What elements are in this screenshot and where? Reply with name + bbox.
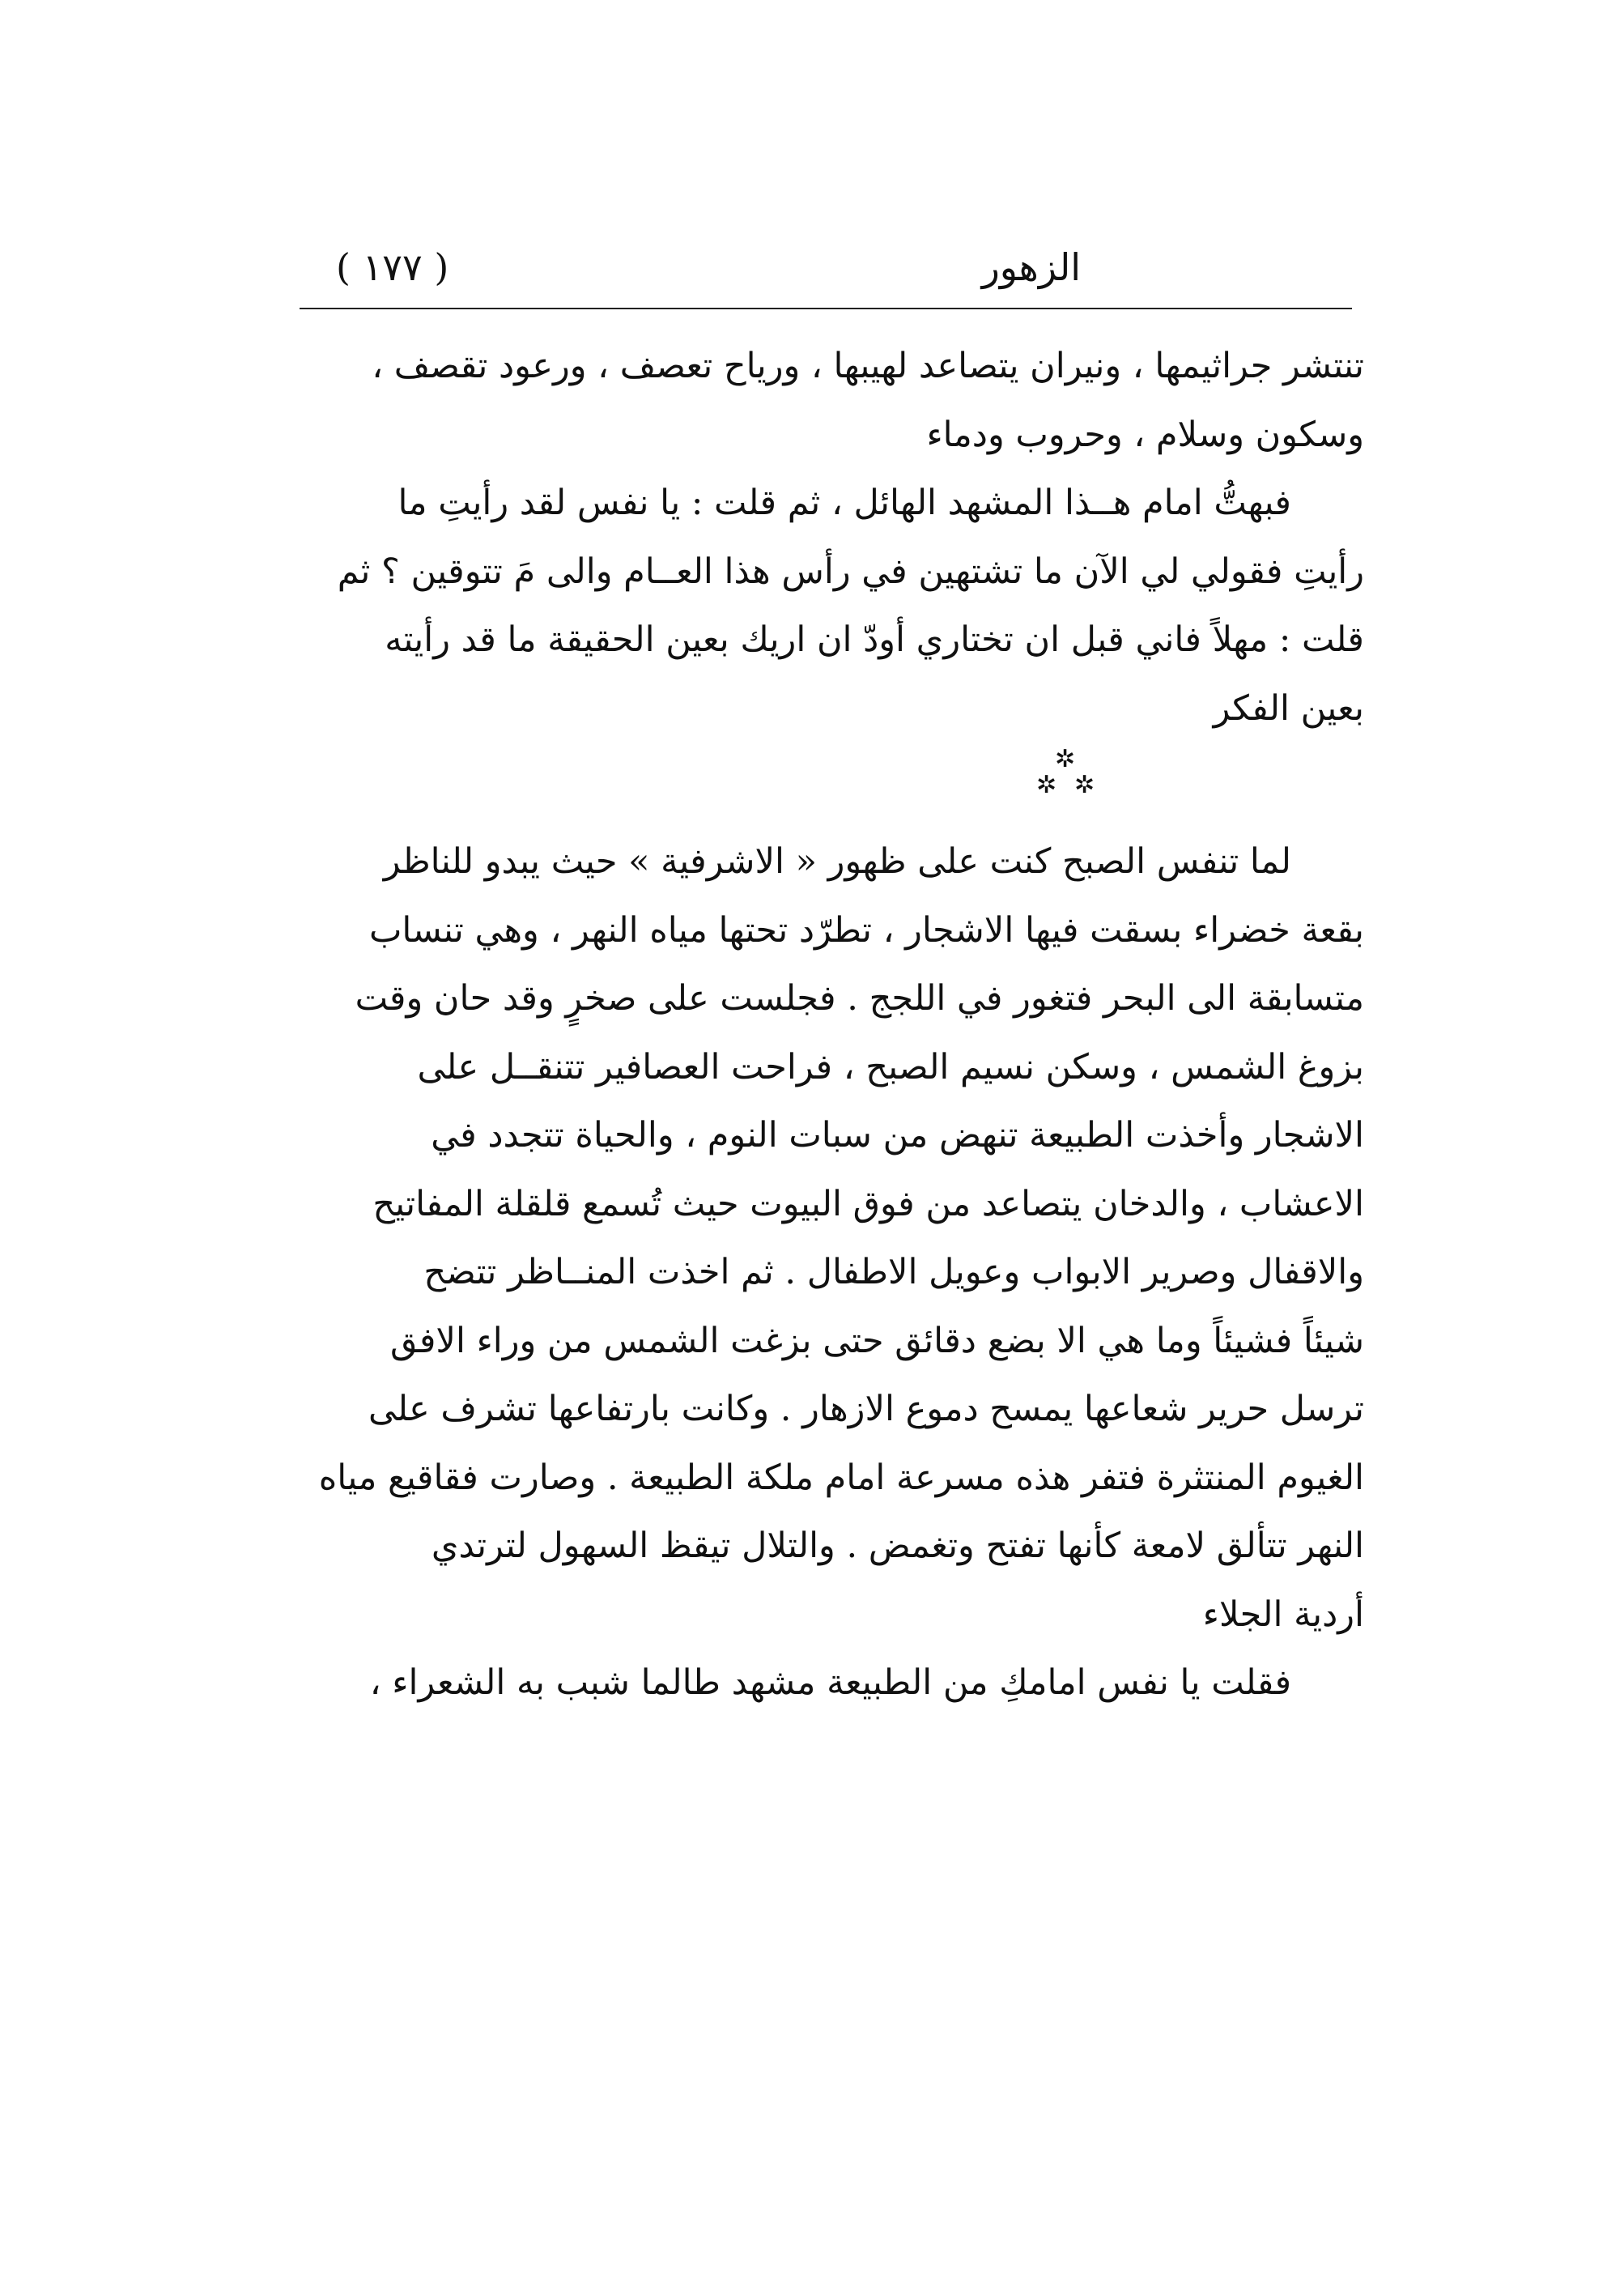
text-line: متسابقة الى البحر فتغور في اللجج . فجلست على صخرٍ وقد حان وقت — [355, 978, 1364, 1019]
ornament-star-icon: ✲ — [1074, 771, 1095, 799]
text-line: وسكون وسلام ، وحروب ودماء — [926, 414, 1364, 455]
text-line: بقعة خضراء بسقت فيها الاشجار ، تطرّد تحتها مياه النهر ، وهي تنساب — [368, 909, 1364, 951]
text-line: الاعشاب ، والدخان يتصاعد من فوق البيوت حيث تُسمع قلقلة المفاتيح — [372, 1183, 1364, 1224]
text-line: النهر تتألق لامعة كأنها تفتح وتغمض . والتلال تيقظ السهول لترتدي — [431, 1526, 1364, 1566]
running-head — [304, 231, 1348, 304]
text-line: والاقفال وصرير الابواب وعويل الاطفال . ثم اخذت المنــاظر تتضح — [423, 1252, 1364, 1292]
page-number: ( ١٧٧ ) — [336, 245, 449, 289]
ornament-star-icon: ✲ — [1055, 745, 1076, 773]
text-line: لما تنفس الصبح كنت على ظهور « الاشرفية » حيث يبدو للناظر — [383, 841, 1291, 882]
text-line: تنتشر جراثيمها ، ونيران يتصاعد لهيبها ، ورياح تعصف ، ورعود تقصف ، — [372, 346, 1364, 386]
text-line: فقلت يا نفس امامكِ من الطبيعة مشهد طالما شبب به الشعراء ، — [369, 1662, 1291, 1703]
text-line: بزوغ الشمس ، وسكن نسيم الصبح ، فراحت العصافير تتنقــل على — [417, 1046, 1364, 1087]
text-line: الغيوم المنتثرة فتفر هذه مسرعة امام ملكة الطبيعة . وصارت فقاقيع مياه — [318, 1457, 1364, 1498]
text-line: أردية الجلاء — [1202, 1594, 1364, 1635]
running-title: الزهور — [981, 245, 1081, 289]
section-ornament — [279, 743, 1364, 828]
text-line: ترسل حرير شعاعها يمسح دموع الازهار . وكانت بارتفاعها تشرف على — [368, 1389, 1364, 1429]
header-rule — [300, 308, 1352, 309]
text-line: الاشجار وأخذت الطبيعة تنهض من سبات النوم ، والحياة تتجدد في — [431, 1115, 1364, 1156]
text-line: فبهتُّ امام هــذا المشهد الهائل ، ثم قلت : يا نفس لقد رأيتِ ما — [397, 483, 1291, 523]
text-line: رأيتِ فقولي لي الآن ما تشتهين في رأس هذا العــام والى مَ تتوقين ؟ ثم — [337, 551, 1364, 592]
ornament-star-icon: ✲ — [1036, 771, 1057, 799]
text-line: قلت : مهلاً فاني قبل ان تختاري أودّ ان اريك بعين الحقيقة ما قد رأيته — [385, 619, 1364, 660]
text-line: بعين الفكر — [1213, 687, 1364, 729]
text-line: شيئاً فشيئاً وما هي الا بضع دقائق حتى بزغت الشمس من وراء الافق — [390, 1320, 1364, 1361]
body-text — [279, 332, 1364, 1717]
